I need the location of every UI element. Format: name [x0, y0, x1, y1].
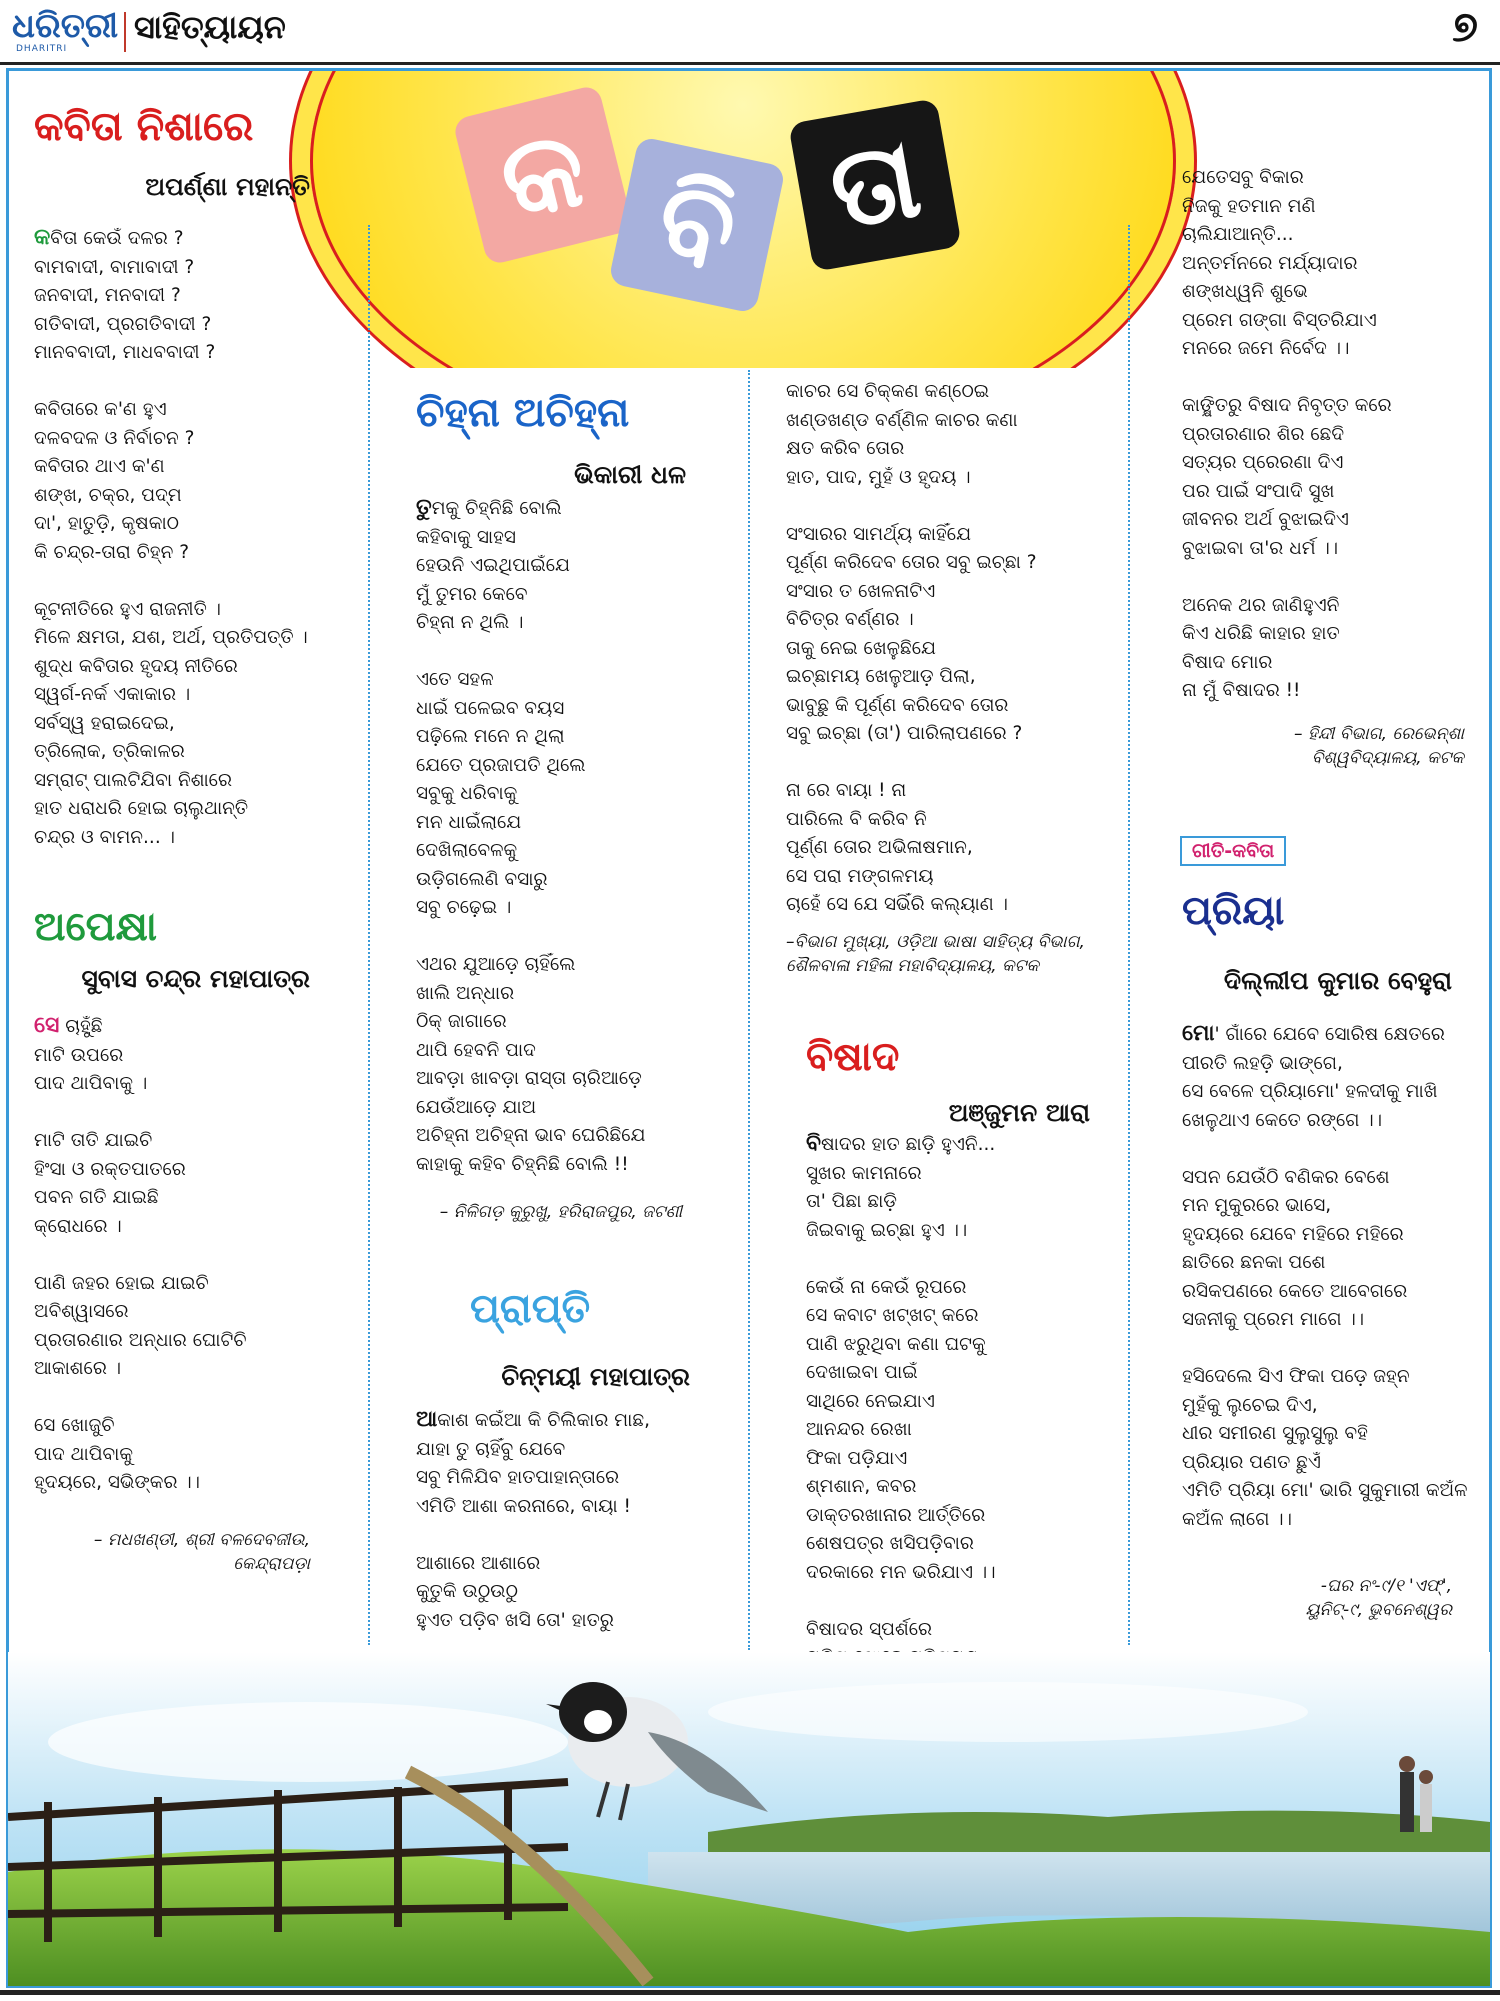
poem-line: ଥାପି ହେବନି ପାଦ — [416, 1039, 536, 1061]
poem-line: ସେ ଖୋଜୁଚି — [34, 1415, 115, 1436]
stanza-gap — [416, 638, 645, 667]
stanza-gap — [34, 368, 308, 397]
poem-line: ସତ୍ୟର ପ୍ରେରଣା ଦିଏ — [1182, 452, 1344, 473]
poem-line: ନା ମୁଁ ବିଷାଦର !! — [1182, 680, 1301, 701]
genre-tag: ଗୀତି-କବିତା — [1180, 836, 1286, 866]
poem-line: କାଚର ସେ ଚିକ୍କଣ କଣ୍ଠେଇ — [786, 381, 990, 402]
stanza-gap — [34, 567, 308, 596]
poem-author: ଅଞ୍ଜୁମନ ଆରା — [948, 1098, 1090, 1127]
poem-line — [416, 1406, 650, 1436]
poem-line: ଖାଲି ଅନ୍ଧାର — [416, 982, 515, 1004]
poem-line: ସର୍ବସ୍ୱ ହରାଇଦେଇ, — [34, 712, 175, 734]
poem-line: ଜୀବନର ଅର୍ଥ ବୁଝାଇଦିଏ — [1182, 509, 1349, 530]
poem-line: ପ୍ରେମ ଗଙ୍ଗା ବିସ୍ତରିଯାଏ — [1182, 309, 1377, 331]
poem-line: ସେ ବେଳେ ପ୍ରିୟାମୋ' ହଳଦୀକୁ ମାଖି — [1182, 1081, 1438, 1102]
poem-line: ମନ ଧାଇଁଲାଯେ — [416, 811, 522, 833]
landscape-svg — [8, 1652, 1490, 1986]
poem-line: ଚନ୍ଦ୍ର ଓ ବାମନ... । — [34, 826, 175, 848]
poem-line: ଆନନ୍ଦର ରେଖା — [806, 1419, 912, 1440]
poem-line: ହିଂସା ଓ ରକ୍ତପାତରେ — [34, 1158, 186, 1180]
poem-line: ତା' ପିଛା ଛାଡ଼ି — [806, 1191, 897, 1212]
poem-line: ଛାତିରେ ଛନକା ପଶେ — [1182, 1252, 1326, 1273]
poem-line: କଅଁଳ ଲାଗେ ।। — [1182, 1508, 1292, 1530]
poem-lines — [1182, 1020, 1467, 1534]
poem-line: ସବୁକୁ ଧରିବାକୁ — [416, 783, 518, 804]
poem-line: ଶଙ୍ଖ, ଚକ୍ର, ପଦ୍ମ — [34, 484, 182, 506]
section-title: ସାହିତ୍ୟାୟନ — [134, 8, 286, 46]
poem-line: ଶ୍ମଶାନ, କବର — [806, 1476, 917, 1497]
poem-line: ଦଳବଦଳ ଓ ନିର୍ବାଚନ ? — [34, 427, 195, 449]
poem-line: ହୁଏତ ପଡ଼ିବ ଖସି ତୋ' ହାତରୁ — [416, 1609, 614, 1631]
poem-credit — [34, 1528, 310, 1576]
cloud — [48, 1702, 568, 1782]
poem-line: ପର ପାଇଁ ସଂପାଦି ସୁଖ — [1182, 480, 1335, 502]
poem-lines — [416, 1406, 650, 1635]
poem-line: ପାଣି ଜହର ହୋଇ ଯାଇଚି — [34, 1272, 209, 1294]
poem-lines-continued — [1182, 164, 1392, 706]
stanza-gap — [34, 1099, 247, 1128]
poem-line: ଏଥର ଯୁଆଡ଼େ ଚାହିଁଲେ — [416, 954, 576, 975]
poem-line: ଅଚିହ୍ନା ଅଚିହ୍ନା ଭାବ ଘେରିଛିଯେ — [416, 1125, 646, 1146]
credit-line: – ମଧଖଣ୍ଡୀ, ଶ୍ରୀ ବଳଦେବଜୀଉ, — [93, 1530, 310, 1550]
poem-lines — [416, 494, 645, 1179]
credit-line: ୟୁନିଟ୍-୯, ଭୁବନେଶ୍ୱର — [1305, 1600, 1452, 1620]
landscape-illustration — [8, 1652, 1490, 1986]
poem-author: ଦିଲ୍ଲୀପ କୁମାର ବେହୁରା — [1223, 966, 1452, 995]
poem-line: ଅନେକ ଥର ଜାଣିହୁଏନି — [1182, 594, 1340, 616]
poem-line: ମିଳେ କ୍ଷମତା, ଯଶ, ଅର୍ଥ, ପ୍ରତିପତ୍ତି । — [34, 627, 308, 648]
stanza-gap — [806, 1245, 996, 1274]
stanza-gap — [1182, 364, 1392, 393]
poem-line: ହସିଦେଲେ ସିଏ ଫିକା ପଡ଼େ ଜହ୍ନ — [1182, 1366, 1410, 1387]
poem-line: ବିଷାଦ ମୋର — [1182, 651, 1273, 673]
poem-lines-continued — [786, 378, 1037, 920]
poem-line: କବିତାରେ କ'ଣ ହୁଏ — [34, 399, 167, 420]
poem-line: ସପନ ଯେଉଁଠି ବଣିକର ବେଶେ — [1182, 1166, 1390, 1188]
poem-line: ସଂସାର ତ ଖେଳନାଟିଏ — [786, 580, 936, 602]
poem-line-text: ଷାଦର ହାତ ଛାଡ଼ି ହୁଏନି... — [821, 1134, 996, 1155]
poem-line: ପାଣି ଝରୁଥିବା କଣା ଘଟକୁ — [806, 1333, 986, 1355]
poem-line: ଆକାଶରେ । — [34, 1358, 122, 1379]
stanza-gap — [806, 1587, 996, 1616]
poem-line: ସାଥିରେ ନେଇଯାଏ — [806, 1390, 935, 1412]
credit-line: ଶୈଳବାଳା ମହିଳା ମହାବିଦ୍ୟାଳୟ, କଟକ — [786, 956, 1039, 976]
poem-line: ହାତ, ପାଦ, ମୁହଁ ଓ ହୃଦୟ । — [786, 466, 971, 488]
poem-line-text: ବିତା କେଉଁ ଦଳର ? — [50, 228, 184, 249]
poem-line: ଆଶାରେ ଆଶାରେ — [416, 1552, 541, 1574]
poem-line: ବୁଝାଇବା ତା'ର ଧର୍ମ ।। — [1182, 537, 1339, 559]
stanza-gap — [34, 1241, 247, 1270]
poem-line — [34, 224, 308, 254]
stanza-gap — [1182, 1335, 1467, 1364]
stanza-gap — [1182, 563, 1392, 592]
poem-line: ବିଷାଦର ସ୍ପର୍ଶରେ — [806, 1618, 933, 1640]
cloud — [708, 1682, 1308, 1742]
poem-line: ଚିହ୍ନା ନ ଥିଲି । — [416, 612, 524, 633]
poem-author: ଚିନ୍ମୟୀ ମହାପାତ୍ର — [501, 1362, 690, 1391]
poem-line: କିଏ ଧରିଛି କାହାର ହାତ — [1182, 623, 1340, 644]
poem-lines — [34, 1012, 247, 1498]
poem-line: ମାଟି ଉପରେ — [34, 1044, 124, 1066]
stanza-gap — [416, 1521, 650, 1550]
poem-line: ଯେତେସବୁ ବିକାର — [1182, 167, 1304, 188]
poem-line: ବାମବାଦୀ, ବାମାବାଦୀ ? — [34, 256, 195, 278]
page-header — [0, 0, 1500, 65]
poem-line: ପ୍ରତାରଣାର ଅନ୍ଧାର ଘୋଟିଚି — [34, 1329, 247, 1351]
poem-line: କି ଚନ୍ଦ୍ର-ତାରା ଚିହ୍ନ ? — [34, 541, 190, 563]
poem-line: ପୂର୍ଣ୍ଣ ତୋର ଅଭିଳାଷମାନ, — [786, 837, 973, 858]
poem-line: ଉଡ଼ିଗଲେଣି ବସାରୁ — [416, 868, 548, 890]
poem-line: କୁତୁକି ଉଠୁଉଠୁ — [416, 1581, 518, 1602]
poem-line: ସଂସାରର ସାମର୍ଥ୍ୟ କାହିଁଯେ — [786, 523, 972, 545]
poem-line: ଖେଳୁଥାଏ କେତେ ରଙ୍ଗେ ।। — [1182, 1109, 1383, 1131]
poem-line: କହିବାକୁ ସାହସ — [416, 526, 516, 548]
poem-line: ନା ରେ ବାୟା ! ନା — [786, 780, 907, 801]
poem-line: ଆବଡ଼ା ଖାବଡ଼ା ରାସ୍ତା ଚାରିଆଡ଼େ — [416, 1068, 642, 1089]
credit-line: –ବିଭାଗ ମୁଖ୍ୟା, ଓଡ଼ିଆ ଭାଷା ସାହିତ୍ୟ ବିଭାଗ, — [786, 932, 1085, 952]
poem-author: ଭିକାରୀ ଧଳ — [574, 460, 686, 489]
poem-author: ଅପର୍ଣ୍ଣା ମହାନ୍ତି — [145, 172, 310, 201]
poem-line: ଧୀର ସମୀରଣ ସୁଲୁସୁଲୁ ବହି — [1182, 1423, 1368, 1444]
banner-tile-1-text: କ — [487, 102, 598, 246]
poem-line: ଶେଷପତ୍ର ଖସିପଡ଼ିବାର — [806, 1533, 974, 1554]
poem-line: ଜନବାଦୀ, ମନବାଦୀ ? — [34, 285, 181, 306]
poem-line — [416, 494, 645, 524]
poem-line — [1182, 1020, 1467, 1050]
poem-line: ପାରିଲେ ବି କରିବ ନି — [786, 808, 927, 830]
poem-line: କ୍ରୋଧରେ । — [34, 1215, 122, 1237]
credit-line: – ହିନ୍ଦୀ ବିଭାଗ, ରେଭେନ୍‌ଶା — [1294, 724, 1464, 744]
poem-line: ଭାବୁଛୁ କି ପୂର୍ଣ୍ଣ କରିଦେବ ତୋର — [786, 694, 1009, 716]
poem-line: ପାଦ ଥାପିବାକୁ । — [34, 1073, 148, 1094]
poem-line: ଅନ୍ତର୍ମନରେ ମର୍ଯ୍ୟାଦାର — [1182, 252, 1358, 274]
poem-line: ସୁଖର କାମନାରେ — [806, 1162, 922, 1184]
poem-line: ପ୍ରିୟାର ପଣତ ଛୁଏଁ — [1182, 1451, 1321, 1473]
dropcap: ବି — [806, 1131, 822, 1156]
poem-line: କ୍ଷତ କରିବ ତୋର — [786, 438, 905, 459]
poem-line: ଚାଲିଯାଆନ୍ତି... — [1182, 224, 1294, 245]
dropcap: ମୋ — [1182, 1021, 1215, 1046]
header-divider — [124, 12, 126, 52]
poem-line: ଖଣ୍ଡଖଣ୍ଡ ବର୍ଣ୍ଣିଳ କାଚର କଣା — [786, 409, 1018, 431]
poem-line: ପଢ଼ିଲେ ମନେ ନ ଥିଲା — [416, 726, 565, 747]
poem-line: ଅବିଶ୍ୱାସରେ — [34, 1301, 129, 1322]
poem-line: ଡାକ୍ତରଖାନାର ଆର୍ତ୍ତିରେ — [806, 1504, 986, 1526]
page-number: ୭ — [1452, 2, 1478, 51]
poem-line: ହାତ ଧରାଧରି ହୋଇ ଚାଲୁଥାନ୍ତି — [34, 798, 249, 819]
poem-line: ଫିକା ପଡ଼ିଯାଏ — [806, 1447, 908, 1469]
poem-title: ପ୍ରିୟା — [1182, 888, 1285, 934]
poem-line: ଏମିତି ପ୍ରିୟା ମୋ' ଭାରି ସୁକୁମାରୀ କଅଁଳ — [1182, 1480, 1468, 1501]
poem-line: ତ୍ରିଲୋକ, ତ୍ରିକାଳର — [34, 741, 185, 762]
poem-line: କାଙ୍କ୍ଷିତରୁ ବିଷାଦ ନିବୃତ୍ତ କରେ — [1182, 395, 1392, 416]
poem-line: ବିଚିତ୍ର ବର୍ଣ୍ଣର । — [786, 609, 914, 630]
newspaper-logo-sub: DHARITRI — [16, 44, 68, 54]
poem-author: ସୁବାସ ଚନ୍ଦ୍ର ମହାପାତ୍ର — [81, 964, 310, 993]
poem-line-text: ' ଗାଁରେ ଯେବେ ସୋରିଷ କ୍ଷେତରେ — [1214, 1024, 1445, 1045]
dropcap: କ — [34, 225, 51, 250]
dropcap: ତୁ — [416, 495, 432, 520]
poem-line: କୂଟନୀତିରେ ହୁଏ ରାଜନୀତି । — [34, 598, 221, 620]
poem-line — [34, 1012, 247, 1042]
poem-line: ପ୍ରତାରଣାର ଶିର ଛେଦି — [1182, 423, 1345, 445]
poem-line: ପାଦ ଥାପିବାକୁ — [34, 1443, 134, 1465]
poem-line: ମୁହଁକୁ ଲୁଚେଇ ଦିଏ, — [1182, 1394, 1318, 1416]
stanza-gap — [416, 923, 645, 952]
poem-line: କାହାକୁ କହିବ ଚିହ୍ନିଛି ବୋଲି !! — [416, 1153, 629, 1175]
poem-credit — [1182, 722, 1464, 770]
poem-line: ଯେତେ ପ୍ରଜାପତି ଥିଲେ — [416, 754, 586, 776]
poem-credit — [786, 930, 1106, 978]
poem-title: ପ୍ରାପ୍ତି — [470, 1286, 591, 1332]
poem-title: ଅପେକ୍ଷା — [34, 904, 157, 950]
poem-line: ସେ କବାଟ ଖଟ୍‌ଖଟ୍ କରେ — [806, 1305, 979, 1326]
bottom-rule — [0, 1990, 1500, 1995]
poem-line: ଚାହେଁ ସେ ଯେ ସଭିଁରି କଲ୍ୟାଣ । — [786, 894, 1008, 915]
poem-line: ଯାହା ତୁ ଚାହିଁବୁ ଯେବେ — [416, 1438, 566, 1460]
poem-line: ଶଙ୍ଖଧ୍ୱନି ଶୁଭେ — [1182, 281, 1308, 302]
poem-line: ସବୁ ଚଢ଼େଇ । — [416, 897, 512, 918]
banner-tile-2-text: ବି — [647, 153, 748, 295]
poem-line: ଦା', ହାତୁଡ଼ି, କୃଷକାଠ — [34, 513, 180, 534]
poem-line: ଜିଇବାକୁ ଇଚ୍ଛା ହୁଏ ।। — [806, 1219, 968, 1241]
poem-line: ପୀରତି ଲହଡ଼ି ଭାଙ୍ଗେ, — [1182, 1052, 1343, 1074]
dropcap: ସେ — [34, 1013, 60, 1038]
poem-line: ନିଜକୁ ହତମାନ ମଣି — [1182, 195, 1316, 217]
poem-line: ପୂର୍ଣ୍ଣ କରିଦେବ ତୋର ସବୁ ଇଚ୍ଛା ? — [786, 552, 1037, 573]
poem-line: ତାକୁ ନେଇ ଖେଳୁଛିଯେ — [786, 637, 936, 659]
credit-line: – ନିଳିଗଡ଼ କୁରୁଖୁ, ହରିରାଜପୁର, ଜଟଣୀ — [439, 1202, 683, 1222]
poem-line: ଏମିତି ଆଶା କରନାରେ, ବାୟା ! — [416, 1495, 631, 1517]
poem-line: ମନ ମୁକୁରରେ ଭାସେ, — [1182, 1195, 1332, 1216]
poem-line: ହେଉନି ଏଇଥିପାଇଁଯେ — [416, 555, 570, 576]
poem-line: ସମ୍ରାଟ୍ ପାଲଟିଯିବା ନିଶାରେ — [34, 769, 232, 791]
poem-line: ଶୁଦ୍ଧ କବିତାର ହୃଦୟ ନୀତିରେ — [34, 655, 238, 677]
credit-line: କେନ୍ଦ୍ରାପଡ଼ା — [233, 1554, 310, 1574]
poem-line: ଧାଇଁ ପଳେଇବ ବୟସ — [416, 697, 565, 719]
poem-line: ଦେଖାଇବା ପାଇଁ — [806, 1362, 918, 1383]
poem-line: ମାଟି ତାତି ଯାଇଚି — [34, 1130, 153, 1151]
poem-line: ସବୁ ମିଳିଯିବ ହାତପାହାନ୍ତାରେ — [416, 1467, 620, 1488]
poem-title: ବିଷାଦ — [806, 1034, 900, 1080]
poem-line: ଇଚ୍ଛାମୟ ଖେଳୁଆଡ଼ ପିଲା, — [786, 666, 976, 687]
poem-credit — [1182, 1574, 1452, 1622]
dropcap: ଆ — [416, 1407, 438, 1432]
poem-line-text: କାଶ କଇଁଆ କି ଚିଲିକାର ମାଛ, — [437, 1410, 650, 1431]
poem-line: ଏତେ ସହଳ — [416, 669, 494, 690]
poem-line-text: ମକୁ ଚିହ୍ନିଛି ବୋଲି — [431, 498, 562, 519]
poem-lines — [806, 1130, 996, 1673]
newspaper-logo: ଧରିତ୍ରୀ — [12, 6, 119, 46]
poem-lines — [34, 224, 308, 852]
stanza-gap — [786, 749, 1037, 778]
poem-line: ମାନବବାଦୀ, ମାଧବବାଦୀ ? — [34, 342, 216, 363]
column-divider-1 — [368, 225, 370, 1645]
poem-line: କବିତାର ଥାଏ କ'ଣ — [34, 456, 165, 477]
poem-line: ଠିକ୍ ଜାଗାରେ — [416, 1011, 507, 1032]
poem-line-text: ଚାହୁଁଛି — [59, 1016, 103, 1037]
banner-tile-3-text: ତା — [820, 113, 929, 255]
poem-line — [806, 1130, 996, 1160]
stanza-gap — [34, 1384, 247, 1413]
poem-line: ଯେଉଁଆଡ଼େ ଯାଅ — [416, 1096, 537, 1118]
poem-line: ରସିକପଣରେ କେତେ ଆବେଗରେ — [1182, 1280, 1408, 1302]
poem-line: ମନରେ ଜମେ ନିର୍ବେଦ ।। — [1182, 338, 1350, 359]
poem-line: କେଉଁ ନା କେଉଁ ରୂପରେ — [806, 1276, 967, 1298]
stanza-gap — [786, 492, 1037, 521]
poem-line: ସଜନୀକୁ ପ୍ରେମ ମାଗେ ।। — [1182, 1309, 1365, 1330]
credit-line: -ଘର ନଂ-୯/୧ 'ଏଫ୍', — [1320, 1576, 1452, 1596]
poem-title: କବିତା ନିଶାରେ — [34, 104, 254, 150]
column-divider-2 — [748, 370, 750, 1650]
credit-line: ବିଶ୍ୱବିଦ୍ୟାଳୟ, କଟକ — [1311, 748, 1464, 768]
poem-line: ପବନ ଗତି ଯାଇଛି — [34, 1187, 159, 1208]
poem-line: ସବୁ ଇଚ୍ଛା (ତା') ପାରିଲାପଣରେ ? — [786, 723, 1023, 744]
poem-line: ସେ ପରା ମଙ୍ଗଳମୟ — [786, 865, 934, 887]
stanza-gap — [1182, 1135, 1467, 1164]
poem-line: ଦରକାରେ ମନ ଭରିଯାଏ ।। — [806, 1561, 996, 1583]
poem-credit — [416, 1200, 706, 1224]
column-divider-3 — [1128, 225, 1130, 1645]
poem-line: ହୃଦୟରେ ଯେବେ ମହିରେ ମହିରେ — [1182, 1223, 1404, 1245]
poem-line: ଗତିବାଦୀ, ପ୍ରଗତିବାଦୀ ? — [34, 313, 212, 335]
poem-line: ହୃଦୟରେ, ସଭିଙ୍କର ।। — [34, 1472, 200, 1493]
poem-line: ସ୍ୱର୍ଗ-ନର୍କ ଏକାକାର । — [34, 684, 191, 705]
poem-line: ମୁଁ ତୁମର କେବେ — [416, 583, 528, 605]
poem-title: ଚିହ୍ନା ଅଚିହ୍ନା — [416, 390, 630, 436]
poem-line: ଦେଖିଲାବେଳକୁ — [416, 840, 518, 861]
